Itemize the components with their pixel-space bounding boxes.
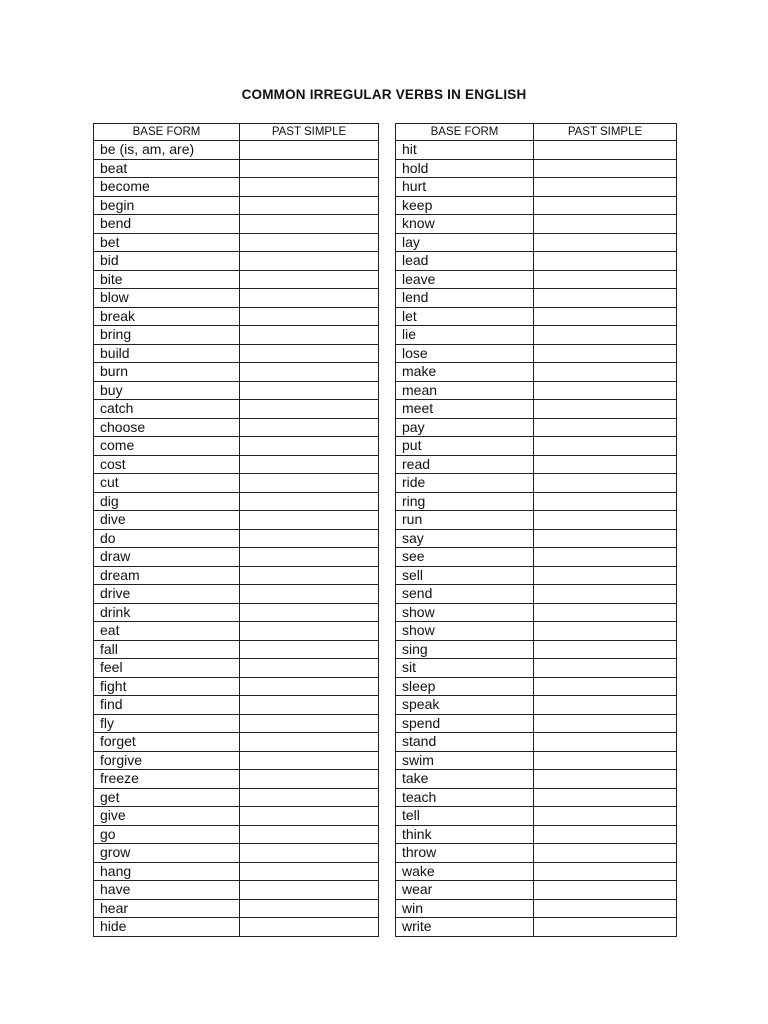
past-simple-cell[interactable]: [240, 141, 379, 160]
table-row: [396, 714, 677, 733]
base-form-cell: begin: [94, 196, 240, 215]
base-form-cell: ring: [396, 492, 534, 511]
past-simple-cell[interactable]: [534, 844, 677, 863]
table-header-row: [94, 124, 379, 141]
base-form-cell: break: [94, 307, 240, 326]
page-title: COMMON IRREGULAR VERBS IN ENGLISH: [241, 87, 527, 102]
past-simple-cell[interactable]: [534, 455, 677, 474]
past-simple-cell[interactable]: [534, 141, 677, 160]
past-simple-cell[interactable]: [240, 825, 379, 844]
past-simple-cell[interactable]: [534, 622, 677, 641]
base-form-cell: catch: [94, 400, 240, 419]
base-form-cell: hear: [94, 899, 240, 918]
past-simple-header: PAST SIMPLE: [240, 124, 379, 141]
table-row: [94, 529, 379, 548]
past-simple-cell[interactable]: [240, 326, 379, 345]
past-simple-cell[interactable]: [534, 696, 677, 715]
past-simple-cell[interactable]: [534, 807, 677, 826]
base-form-cell: choose: [94, 418, 240, 437]
past-simple-cell[interactable]: [240, 270, 379, 289]
past-simple-cell[interactable]: [240, 381, 379, 400]
table-row: [94, 788, 379, 807]
base-form-cell: bite: [94, 270, 240, 289]
table-row: [396, 437, 677, 456]
past-simple-cell[interactable]: [240, 770, 379, 789]
table-row: [396, 825, 677, 844]
base-form-cell: lead: [396, 252, 534, 271]
table-row: [94, 400, 379, 419]
base-form-cell: grow: [94, 844, 240, 863]
table-row: [396, 733, 677, 752]
table-row: [396, 677, 677, 696]
base-form-cell: burn: [94, 363, 240, 382]
table-row: [94, 881, 379, 900]
base-form-header: BASE FORM: [94, 124, 240, 141]
base-form-cell: forget: [94, 733, 240, 752]
past-simple-cell[interactable]: [534, 585, 677, 604]
table-row: [94, 492, 379, 511]
base-form-cell: hang: [94, 862, 240, 881]
table-row: [94, 733, 379, 752]
base-form-cell: bend: [94, 215, 240, 234]
base-form-cell: come: [94, 437, 240, 456]
table-row: [396, 862, 677, 881]
past-simple-cell[interactable]: [534, 252, 677, 271]
base-form-cell: go: [94, 825, 240, 844]
base-form-cell: hide: [94, 918, 240, 937]
base-form-cell: sleep: [396, 677, 534, 696]
past-simple-cell[interactable]: [534, 899, 677, 918]
table-row: [94, 622, 379, 641]
base-form-cell: freeze: [94, 770, 240, 789]
base-form-cell: eat: [94, 622, 240, 641]
table-row: [94, 511, 379, 530]
past-simple-cell[interactable]: [240, 474, 379, 493]
base-form-cell: blow: [94, 289, 240, 308]
base-form-cell: lay: [396, 233, 534, 252]
table-row: [396, 770, 677, 789]
base-form-cell: throw: [396, 844, 534, 863]
base-form-cell: dream: [94, 566, 240, 585]
past-simple-cell[interactable]: [534, 862, 677, 881]
past-simple-cell[interactable]: [240, 844, 379, 863]
past-simple-cell[interactable]: [240, 862, 379, 881]
table-row: [396, 585, 677, 604]
base-form-cell: put: [396, 437, 534, 456]
past-simple-cell[interactable]: [534, 603, 677, 622]
base-form-cell: sell: [396, 566, 534, 585]
table-header-row: [396, 124, 677, 141]
past-simple-cell[interactable]: [240, 677, 379, 696]
base-form-cell: know: [396, 215, 534, 234]
verbs-table-left-body: [94, 141, 379, 937]
base-form-cell: drink: [94, 603, 240, 622]
base-form-cell: keep: [396, 196, 534, 215]
past-simple-cell[interactable]: [240, 159, 379, 178]
past-simple-cell[interactable]: [240, 455, 379, 474]
past-simple-cell[interactable]: [534, 566, 677, 585]
base-form-header: BASE FORM: [396, 124, 534, 141]
table-row: [396, 178, 677, 197]
past-simple-cell[interactable]: [534, 788, 677, 807]
table-row: [94, 714, 379, 733]
past-simple-cell[interactable]: [240, 363, 379, 382]
past-simple-cell[interactable]: [240, 252, 379, 271]
table-row: [94, 437, 379, 456]
table-row: [396, 381, 677, 400]
table-row: [94, 899, 379, 918]
past-simple-cell[interactable]: [240, 640, 379, 659]
past-simple-cell[interactable]: [534, 363, 677, 382]
past-simple-cell[interactable]: [240, 418, 379, 437]
table-row: [94, 307, 379, 326]
base-form-cell: say: [396, 529, 534, 548]
past-simple-cell[interactable]: [534, 381, 677, 400]
table-row: [396, 307, 677, 326]
past-simple-cell[interactable]: [534, 918, 677, 937]
past-simple-cell[interactable]: [240, 751, 379, 770]
table-row: [94, 233, 379, 252]
table-row: [94, 159, 379, 178]
past-simple-cell[interactable]: [534, 437, 677, 456]
base-form-cell: show: [396, 622, 534, 641]
base-form-cell: buy: [94, 381, 240, 400]
base-form-cell: feel: [94, 659, 240, 678]
base-form-cell: dig: [94, 492, 240, 511]
base-form-cell: pay: [396, 418, 534, 437]
past-simple-cell[interactable]: [240, 529, 379, 548]
past-simple-cell[interactable]: [534, 344, 677, 363]
base-form-cell: lie: [396, 326, 534, 345]
table-row: [396, 233, 677, 252]
past-simple-cell[interactable]: [240, 233, 379, 252]
table-row: [94, 603, 379, 622]
base-form-cell: fall: [94, 640, 240, 659]
past-simple-cell[interactable]: [534, 511, 677, 530]
past-simple-header: PAST SIMPLE: [534, 124, 677, 141]
table-row: [94, 566, 379, 585]
base-form-cell: give: [94, 807, 240, 826]
table-row: [94, 677, 379, 696]
table-row: [396, 289, 677, 308]
past-simple-cell[interactable]: [534, 233, 677, 252]
table-row: [396, 400, 677, 419]
past-simple-cell[interactable]: [534, 178, 677, 197]
base-form-cell: do: [94, 529, 240, 548]
base-form-cell: write: [396, 918, 534, 937]
base-form-cell: fly: [94, 714, 240, 733]
base-form-cell: drive: [94, 585, 240, 604]
base-form-cell: lose: [396, 344, 534, 363]
table-row: [396, 252, 677, 271]
base-form-cell: hold: [396, 159, 534, 178]
base-form-cell: speak: [396, 696, 534, 715]
table-row: [396, 659, 677, 678]
table-row: [94, 418, 379, 437]
past-simple-cell[interactable]: [534, 677, 677, 696]
table-row: [396, 881, 677, 900]
past-simple-cell[interactable]: [534, 640, 677, 659]
past-simple-cell[interactable]: [534, 400, 677, 419]
past-simple-cell[interactable]: [534, 492, 677, 511]
base-form-cell: ride: [396, 474, 534, 493]
table-row: [396, 492, 677, 511]
past-simple-cell[interactable]: [240, 196, 379, 215]
table-row: [396, 363, 677, 382]
past-simple-cell[interactable]: [240, 714, 379, 733]
past-simple-cell[interactable]: [534, 270, 677, 289]
base-form-cell: bring: [94, 326, 240, 345]
base-form-cell: sing: [396, 640, 534, 659]
base-form-cell: hurt: [396, 178, 534, 197]
base-form-cell: fight: [94, 677, 240, 696]
table-row: [396, 159, 677, 178]
table-row: [396, 215, 677, 234]
verbs-table-left: [93, 123, 379, 937]
base-form-cell: let: [396, 307, 534, 326]
table-row: [94, 474, 379, 493]
base-form-cell: bet: [94, 233, 240, 252]
table-row: [94, 862, 379, 881]
base-form-cell: swim: [396, 751, 534, 770]
base-form-cell: wake: [396, 862, 534, 881]
past-simple-cell[interactable]: [240, 918, 379, 937]
table-row: [94, 585, 379, 604]
base-form-cell: have: [94, 881, 240, 900]
table-row: [396, 141, 677, 160]
table-row: [94, 326, 379, 345]
past-simple-cell[interactable]: [534, 159, 677, 178]
base-form-cell: spend: [396, 714, 534, 733]
table-row: [396, 899, 677, 918]
base-form-cell: dive: [94, 511, 240, 530]
base-form-cell: become: [94, 178, 240, 197]
table-row: [94, 289, 379, 308]
table-row: [94, 215, 379, 234]
past-simple-cell[interactable]: [240, 696, 379, 715]
base-form-cell: show: [396, 603, 534, 622]
base-form-cell: hit: [396, 141, 534, 160]
table-row: [396, 751, 677, 770]
past-simple-cell[interactable]: [240, 400, 379, 419]
base-form-cell: take: [396, 770, 534, 789]
table-row: [94, 640, 379, 659]
table-row: [396, 566, 677, 585]
table-row: [396, 196, 677, 215]
past-simple-cell[interactable]: [240, 492, 379, 511]
base-form-cell: tell: [396, 807, 534, 826]
past-simple-cell[interactable]: [534, 529, 677, 548]
table-row: [396, 418, 677, 437]
past-simple-cell[interactable]: [534, 307, 677, 326]
table-row: [94, 770, 379, 789]
table-row: [94, 548, 379, 567]
base-form-cell: win: [396, 899, 534, 918]
table-row: [396, 529, 677, 548]
table-row: [94, 807, 379, 826]
table-row: [396, 918, 677, 937]
table-row: [94, 178, 379, 197]
past-simple-cell[interactable]: [240, 899, 379, 918]
base-form-cell: run: [396, 511, 534, 530]
past-simple-cell[interactable]: [240, 659, 379, 678]
base-form-cell: teach: [396, 788, 534, 807]
past-simple-cell[interactable]: [534, 733, 677, 752]
base-form-cell: build: [94, 344, 240, 363]
table-row: [94, 252, 379, 271]
base-form-cell: get: [94, 788, 240, 807]
table-row: [396, 326, 677, 345]
past-simple-cell[interactable]: [534, 825, 677, 844]
past-simple-cell[interactable]: [534, 714, 677, 733]
past-simple-cell[interactable]: [240, 807, 379, 826]
base-form-cell: sit: [396, 659, 534, 678]
table-row: [94, 363, 379, 382]
past-simple-cell[interactable]: [240, 585, 379, 604]
past-simple-cell[interactable]: [240, 733, 379, 752]
past-simple-cell[interactable]: [240, 603, 379, 622]
base-form-cell: mean: [396, 381, 534, 400]
past-simple-cell[interactable]: [534, 326, 677, 345]
table-row: [94, 270, 379, 289]
past-simple-cell[interactable]: [534, 548, 677, 567]
past-simple-cell[interactable]: [240, 289, 379, 308]
base-form-cell: make: [396, 363, 534, 382]
table-row: [396, 344, 677, 363]
verbs-table-right: [395, 123, 677, 937]
table-row: [94, 918, 379, 937]
past-simple-cell[interactable]: [240, 511, 379, 530]
table-row: [396, 548, 677, 567]
table-row: [396, 474, 677, 493]
base-form-cell: beat: [94, 159, 240, 178]
past-simple-cell[interactable]: [534, 881, 677, 900]
past-simple-cell[interactable]: [240, 881, 379, 900]
base-form-cell: see: [396, 548, 534, 567]
table-row: [94, 455, 379, 474]
past-simple-cell[interactable]: [534, 770, 677, 789]
base-form-cell: cost: [94, 455, 240, 474]
table-row: [396, 640, 677, 659]
table-row: [94, 696, 379, 715]
table-row: [396, 511, 677, 530]
table-row: [94, 344, 379, 363]
past-simple-cell[interactable]: [240, 622, 379, 641]
table-row: [396, 622, 677, 641]
past-simple-cell[interactable]: [240, 566, 379, 585]
past-simple-cell[interactable]: [240, 788, 379, 807]
base-form-cell: cut: [94, 474, 240, 493]
base-form-cell: forgive: [94, 751, 240, 770]
past-simple-cell[interactable]: [534, 196, 677, 215]
past-simple-cell[interactable]: [534, 474, 677, 493]
base-form-cell: bid: [94, 252, 240, 271]
base-form-cell: think: [396, 825, 534, 844]
past-simple-cell[interactable]: [240, 344, 379, 363]
base-form-cell: meet: [396, 400, 534, 419]
past-simple-cell[interactable]: [534, 289, 677, 308]
base-form-cell: send: [396, 585, 534, 604]
past-simple-cell[interactable]: [240, 215, 379, 234]
base-form-cell: find: [94, 696, 240, 715]
table-row: [94, 751, 379, 770]
table-row: [94, 825, 379, 844]
past-simple-cell[interactable]: [534, 215, 677, 234]
past-simple-cell[interactable]: [240, 307, 379, 326]
table-row: [94, 844, 379, 863]
past-simple-cell[interactable]: [240, 178, 379, 197]
base-form-cell: lend: [396, 289, 534, 308]
table-row: [94, 381, 379, 400]
table-row: [396, 788, 677, 807]
table-row: [94, 141, 379, 160]
base-form-cell: stand: [396, 733, 534, 752]
past-simple-cell[interactable]: [534, 418, 677, 437]
table-row: [396, 807, 677, 826]
table-row: [396, 844, 677, 863]
base-form-cell: wear: [396, 881, 534, 900]
past-simple-cell[interactable]: [534, 751, 677, 770]
base-form-cell: leave: [396, 270, 534, 289]
table-row: [396, 696, 677, 715]
table-row: [396, 270, 677, 289]
past-simple-cell[interactable]: [534, 659, 677, 678]
verbs-table-right-body: [396, 141, 677, 937]
table-row: [94, 196, 379, 215]
past-simple-cell[interactable]: [240, 548, 379, 567]
table-row: [396, 603, 677, 622]
base-form-cell: be (is, am, are): [94, 141, 240, 160]
table-row: [94, 659, 379, 678]
base-form-cell: draw: [94, 548, 240, 567]
base-form-cell: read: [396, 455, 534, 474]
past-simple-cell[interactable]: [240, 437, 379, 456]
table-row: [396, 455, 677, 474]
